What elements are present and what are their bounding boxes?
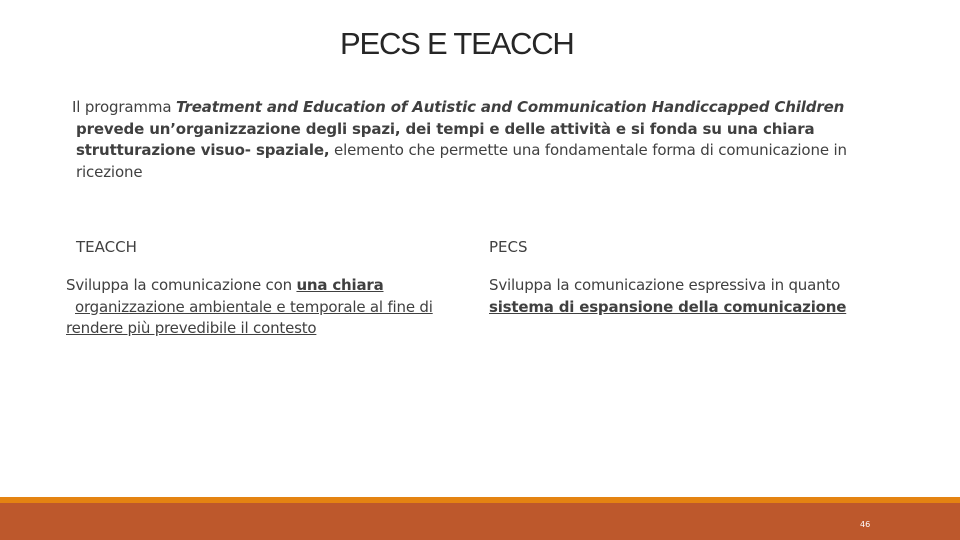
pecs-heading: PECS [489, 238, 528, 256]
pecs-text-normal: Sviluppa la comunicazione espressiva in quanto [489, 276, 841, 294]
pecs-description [489, 275, 889, 318]
page-number: 46 [860, 520, 871, 529]
teacch-heading: TEACCH [76, 238, 137, 256]
slide-title: PECS E TEACCH [340, 26, 574, 61]
teacch-text-underline: una chiara [296, 276, 384, 294]
intro-paragraph [72, 97, 876, 183]
teacch-description [66, 275, 466, 340]
teacch-text-bold-underline: organizzazione ambientale e temporale al fine di rendere più prevedibile il contesto [66, 297, 433, 337]
intro-normal-text: elemento che permette una fondamentale forma di comunicazione in ricezione [76, 141, 847, 181]
intro-bold-text: prevede un’organizzazione degli spazi, dei tempi e delle attività e si fonda su una chiara strutturazione visuo- spaziale, [76, 119, 815, 159]
intro-prefix: Il programma [72, 98, 177, 116]
footer-bar [0, 503, 960, 540]
program-name: Treatment and Education of Autistic and Communication Handiccapped Children [176, 98, 845, 116]
teacch-text-normal: Sviluppa la comunicazione con [66, 276, 297, 294]
pecs-text-bold-underline: sistema di espansione della comunicazione [489, 297, 847, 316]
